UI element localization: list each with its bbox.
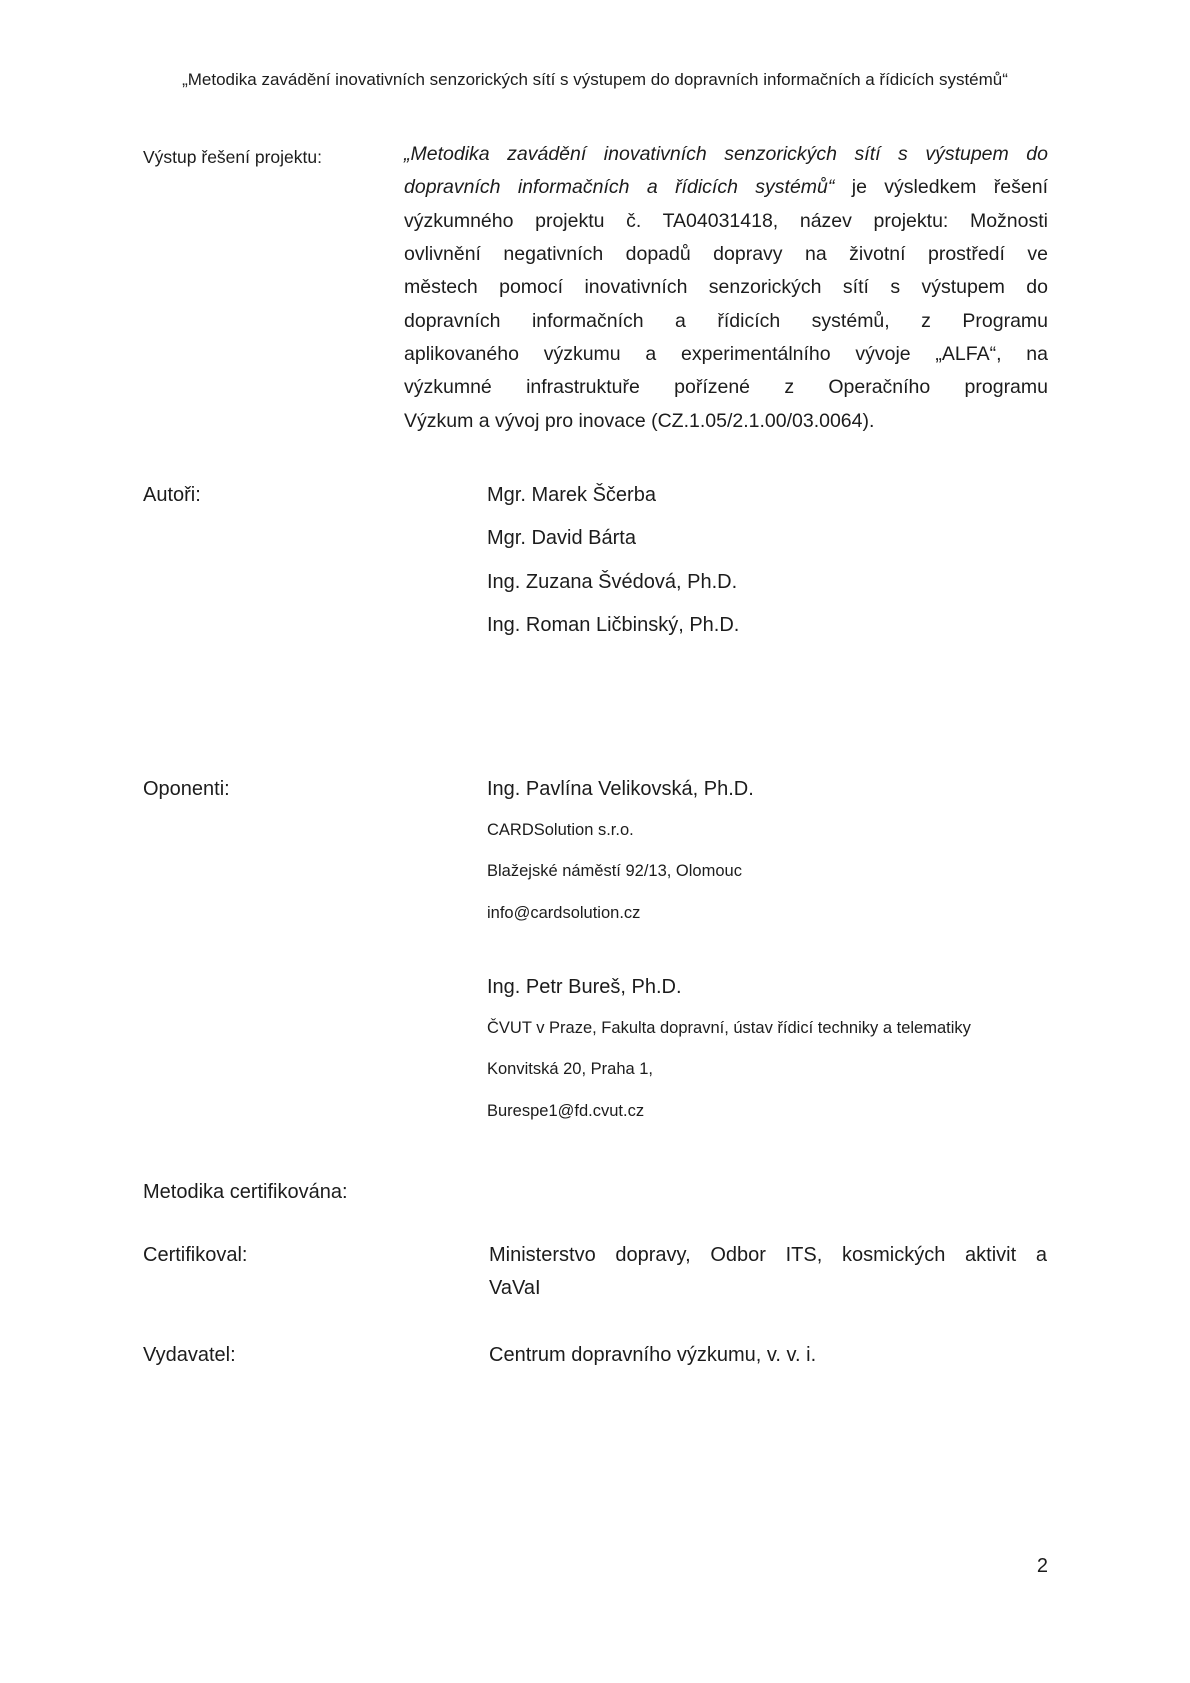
author-name: Mgr. Marek Ščerba: [487, 484, 656, 506]
paragraph-line: aplikovaného výzkumu a experimentálního vývoje „ALFA“, na: [404, 343, 1048, 366]
opponent-detail: ČVUT v Praze, Fakulta dopravní, ústav řídicí techniky a telematiky: [487, 1019, 971, 1037]
opponent-detail: Blažejské náměstí 92/13, Olomouc: [487, 862, 742, 881]
page-number: 2: [1036, 1555, 1048, 1577]
paragraph-line: výzkumné infrastruktuře pořízené z Operačního programu: [404, 376, 1048, 399]
opponent-detail: Burespe1@fd.cvut.cz: [487, 1101, 645, 1120]
opponent-details: [487, 819, 742, 943]
paragraph-line: „Metodika zavádění inovativních senzorických sítí s výstupem do: [404, 143, 1048, 165]
publisher-value: Centrum dopravního výzkumu, v. v. i.: [489, 1344, 817, 1366]
certifier-value-line: VaVaI: [489, 1277, 541, 1300]
opponent-detail: CARDSolution s.r.o.: [487, 821, 634, 839]
project-output-label: Výstup řešení projektu:: [143, 147, 322, 167]
paragraph-line: ovlivnění negativních dopadů dopravy na životní prostředí ve: [404, 243, 1048, 266]
paragraph-line: dopravních informačních a řídicích systémů“ je výsledkem řešení: [404, 176, 1048, 199]
opponent-name: Ing. Pavlína Velikovská, Ph.D.: [487, 778, 754, 800]
publisher-label: Vydavatel:: [143, 1344, 236, 1366]
running-header: „Metodika zavádění inovativních senzorických sítí s výstupem do dopravních informačních a řídicích systémů“: [182, 70, 1008, 89]
author-name: Ing. Zuzana Švédová, Ph.D.: [487, 570, 738, 593]
opponent-detail: Konvitská 20, Praha 1,: [487, 1060, 654, 1079]
authors-label: Autoři:: [143, 484, 201, 506]
paragraph-line: dopravních informačních a řídicích systémů, z Programu: [404, 309, 1048, 332]
author-name: Mgr. David Bárta: [487, 527, 636, 550]
author-name: Ing. Roman Ličbinský, Ph.D.: [487, 614, 740, 637]
project-output-paragraph: [404, 138, 1048, 438]
certification-label: Metodika certifikována:: [143, 1181, 348, 1203]
paragraph-line: Výzkum a vývoj pro inovace (CZ.1.05/2.1.00/03.0064).: [404, 409, 875, 432]
opponent-name: Ing. Petr Bureš, Ph.D.: [487, 976, 682, 998]
opponents-label: Oponenti:: [143, 778, 230, 800]
certifier-value-line: Ministerstvo dopravy, Odbor ITS, kosmických aktivit a: [489, 1244, 1047, 1266]
authors-list: [487, 482, 739, 656]
certifier-label: Certifikoval:: [143, 1244, 248, 1266]
certifier-value: [489, 1239, 1047, 1306]
paragraph-line: městech pomocí inovativních senzorických sítí s výstupem do: [404, 276, 1048, 299]
paragraph-line: výzkumného projektu č. TA04031418, název projektu: Možnosti: [404, 209, 1048, 232]
opponent-details: [487, 1017, 971, 1141]
opponent-detail: info@cardsolution.cz: [487, 903, 641, 922]
